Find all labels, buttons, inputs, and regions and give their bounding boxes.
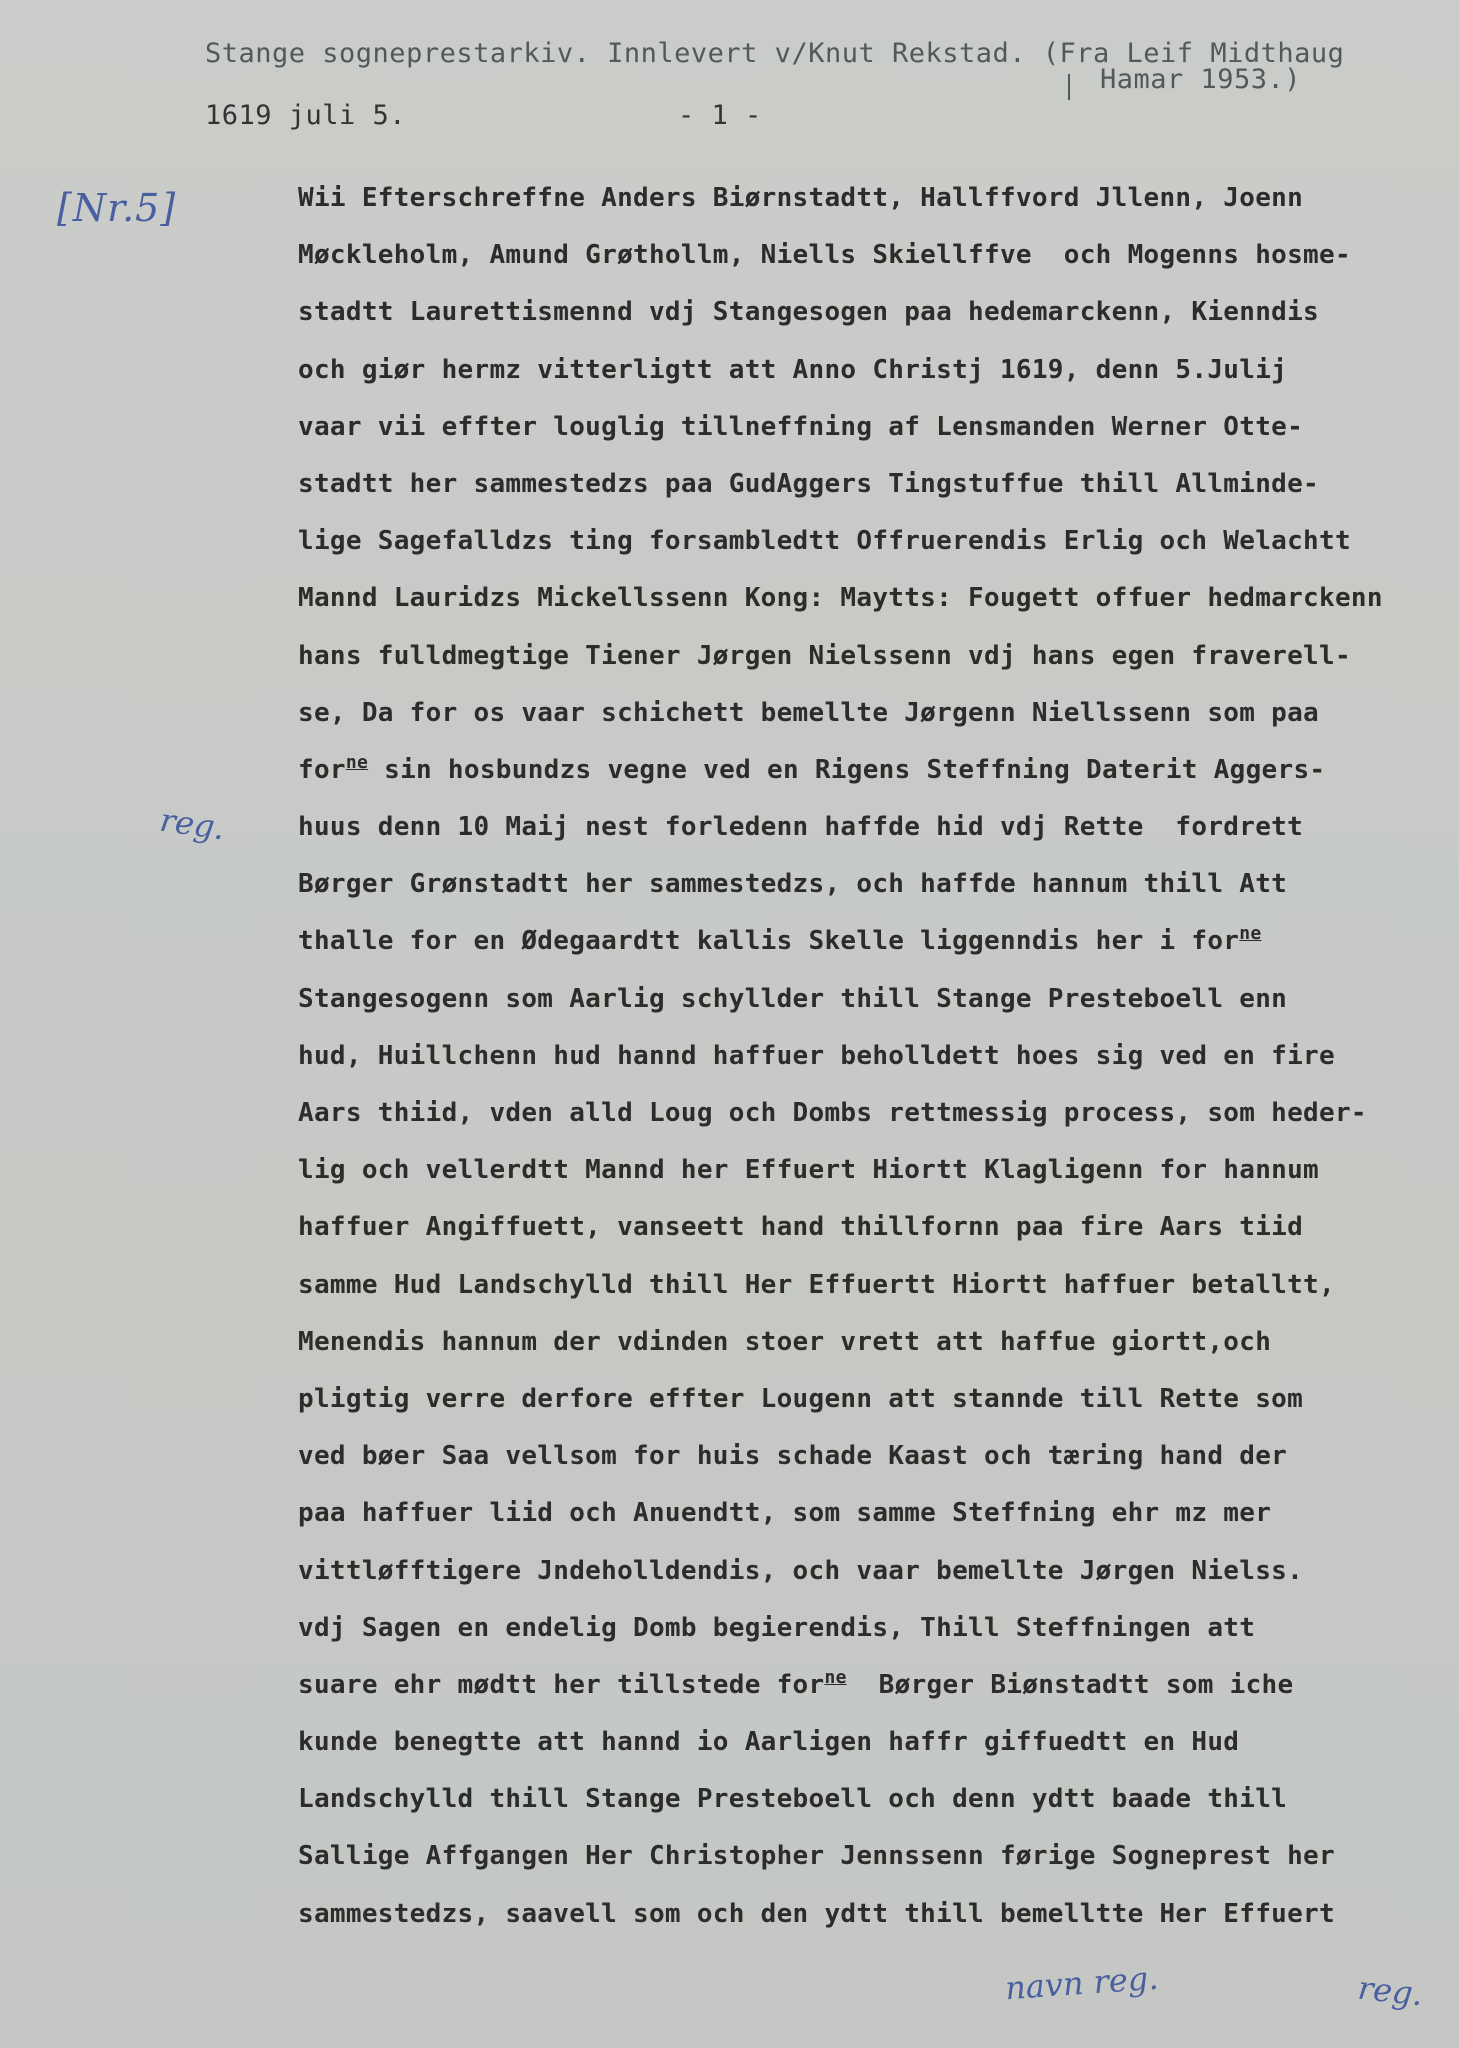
text-segment: pligtig verre derfore effter Lougenn att stannde till Rette som	[298, 1383, 1304, 1414]
text-segment: Aars thiid, vden alld Loug och Dombs rettmessig process, som heder-	[298, 1098, 1367, 1128]
text-line	[298, 1543, 1443, 1600]
text-line	[298, 1485, 1443, 1542]
text-segment: Stangesogenn som Aarlig schyllder thill Stange Presteboell enn	[298, 983, 1288, 1014]
text-segment: lig och vellerdtt Mannd her Effuert Hiortt Klagligenn for hannum	[298, 1155, 1320, 1186]
text-line	[298, 227, 1443, 284]
text-segment: Menendis hannum der vdinden stoer vrett att haffue giortt,och	[298, 1326, 1272, 1357]
text-segment: suare ehr mødtt her tillstede for	[298, 1669, 825, 1700]
margin-tick-mark	[1068, 74, 1070, 100]
text-line	[298, 170, 1443, 227]
text-line	[298, 399, 1443, 456]
handwritten-reg-note: reg.	[157, 800, 228, 848]
text-segment: stadtt her sammestedzs paa GudAggers Tingstuffue thill Allminde-	[298, 468, 1320, 499]
text-line	[298, 971, 1443, 1028]
text-line	[298, 1600, 1443, 1657]
text-line	[298, 913, 1443, 970]
text-line	[298, 685, 1443, 742]
superscript-abbreviation: ne	[824, 1666, 847, 1688]
text-line	[298, 513, 1443, 570]
text-segment: och giør hermz vitterligtt att Anno Christj 1619, denn 5.Julij	[298, 354, 1288, 385]
transcription-body	[298, 170, 1443, 1943]
text-segment: paa haffuer liid och Anuendtt, som samme Steffning ehr mz mer	[298, 1498, 1272, 1529]
handwritten-number-note: [Nr.5]	[57, 186, 177, 230]
text-segment: vaar vii effter louglig tillneffning af Lensmanden Werner Otte-	[298, 411, 1304, 442]
text-segment: vittløfftigere Jndeholldendis, och vaar bemellte Jørgen Nielss.	[298, 1555, 1304, 1586]
text-line	[298, 1257, 1443, 1314]
text-line	[298, 1142, 1443, 1199]
text-line	[298, 1828, 1443, 1885]
text-line	[298, 1771, 1443, 1828]
page-number: - 1 -	[678, 100, 762, 131]
text-segment: sin hosbundzs vegne ved en Rigens Steffning Daterit Aggers-	[368, 754, 1326, 785]
text-line	[298, 1657, 1443, 1714]
text-line	[298, 628, 1443, 685]
text-segment: Børger Grønstadtt her sammestedzs, och haffde hannum thill Att	[298, 869, 1288, 900]
text-segment: Møckleholm, Amund Grøthollm, Niells Skiellffve och Mogenns hosme-	[298, 240, 1351, 271]
text-line	[298, 1428, 1443, 1485]
text-line	[298, 856, 1443, 913]
text-segment: samme Hud Landschylld thill Her Effuertt Hiortt haffuer betalltt,	[298, 1269, 1335, 1300]
text-line	[298, 742, 1443, 799]
text-line	[298, 284, 1443, 341]
handwritten-name-reg-note: navn reg.	[1003, 1958, 1160, 2008]
document-date: 1619 juli 5.	[205, 100, 407, 131]
superscript-abbreviation: ne	[345, 751, 369, 773]
handwritten-reg-note-bottom: reg.	[1356, 1968, 1425, 2014]
text-segment: for	[298, 754, 346, 785]
text-line	[298, 799, 1443, 856]
text-line	[298, 456, 1443, 513]
text-segment: Mannd Lauridzs Mickellssenn Kong: Maytts: Fougett offuer hedmarckenn	[298, 583, 1383, 614]
text-line	[298, 570, 1443, 627]
text-segment: Landschylld thill Stange Presteboell och denn ydtt baade thill	[298, 1784, 1288, 1815]
text-segment: Wii Efterschreffne Anders Biørnstadtt, Hallffvord Jllenn, Joenn	[298, 183, 1304, 213]
text-line	[298, 1714, 1443, 1771]
text-segment: lige Sagefalldzs ting forsambledtt Offruerendis Erlig och Welachtt	[298, 526, 1351, 557]
text-segment: vdj Sagen en endelig Domb begierendis, Thill Steffningen att	[298, 1612, 1256, 1643]
text-line	[298, 1085, 1443, 1142]
text-segment: se, Da for os vaar schichett bemellte Jørgenn Niellssenn som paa	[298, 697, 1320, 728]
text-line	[298, 1371, 1443, 1428]
text-segment: Børger Biønstadtt som iche	[846, 1669, 1294, 1700]
text-line	[298, 1886, 1443, 1943]
text-segment: ved bøer Saa vellsom for huis schade Kaast och tæring hand der	[298, 1441, 1288, 1472]
text-line	[298, 1028, 1443, 1085]
text-segment: hud, Huillchenn hud hannd haffuer beholldett hoes sig ved en fire	[298, 1040, 1335, 1071]
text-segment: haffuer Angiffuett, vanseett hand thillfornn paa fire Aars tiid	[298, 1212, 1304, 1243]
source-date: Hamar 1953.)	[1100, 64, 1302, 95]
text-segment: huus denn 10 Maij nest forledenn haffde hid vdj Rette fordrett	[298, 812, 1304, 843]
text-line	[298, 1199, 1443, 1256]
text-segment: Sallige Affgangen Her Christopher Jennssenn førige Sogneprest her	[298, 1841, 1335, 1872]
text-line	[298, 342, 1443, 399]
superscript-abbreviation: ne	[1239, 923, 1262, 945]
text-segment: kunde benegtte att hannd io Aarligen haffr giffuedtt en Hud	[298, 1727, 1240, 1758]
archive-header: Stange sogneprestarkiv. Innlevert v/Knut Rekstad. (Fra Leif Midthaug	[205, 38, 1345, 69]
text-line	[298, 1314, 1443, 1371]
text-segment: thalle for en Ødegaardtt kallis Skelle liggenndis her i for	[298, 926, 1240, 957]
text-segment: sammestedzs, saavell som och den ydtt thill bemelltte Her Effuert	[298, 1898, 1335, 1929]
text-segment: hans fulldmegtige Tiener Jørgen Nielssenn vdj hans egen fraverell-	[298, 640, 1351, 671]
text-segment: stadtt Laurettismennd vdj Stangesogen paa hedemarckenn, Kienndis	[298, 297, 1320, 328]
